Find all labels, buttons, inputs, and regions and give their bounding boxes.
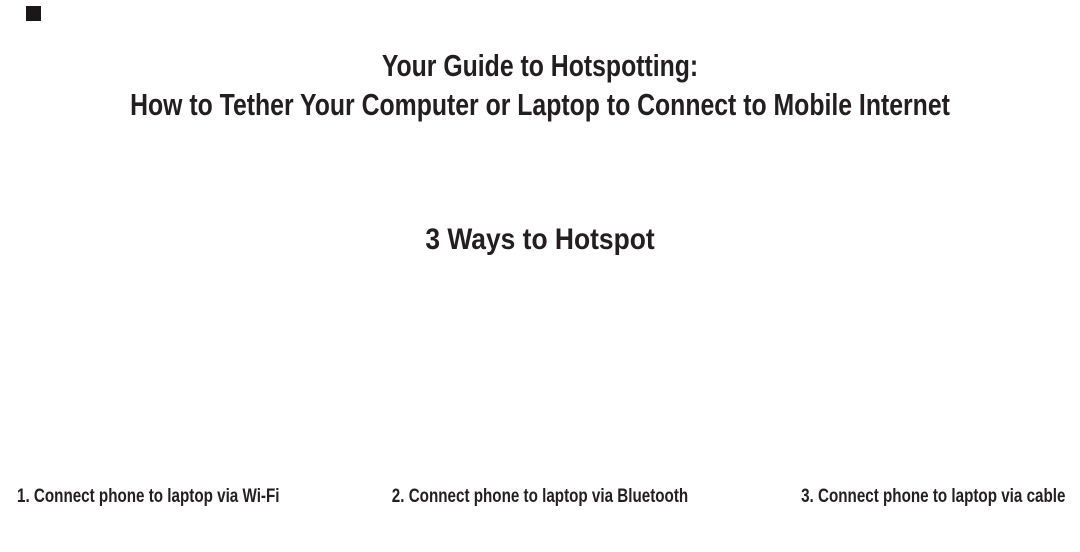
page-title	[108, 46, 972, 124]
title-line-2: How to Tether Your Computer or Laptop to Connect to Mobile Internet	[130, 87, 950, 122]
step-caption-wifi: 1. Connect phone to laptop via Wi-Fi	[17, 486, 280, 507]
black-square-marker-icon	[26, 6, 41, 21]
steps-row	[0, 483, 1080, 511]
step-caption-cable: 3. Connect phone to laptop via cable	[800, 486, 1065, 507]
section-heading: 3 Ways to Hotspot	[425, 223, 655, 256]
title-line-1: Your Guide to Hotspotting:	[381, 48, 699, 83]
step-caption-bluetooth: 2. Connect phone to laptop via Bluetooth	[391, 486, 689, 507]
